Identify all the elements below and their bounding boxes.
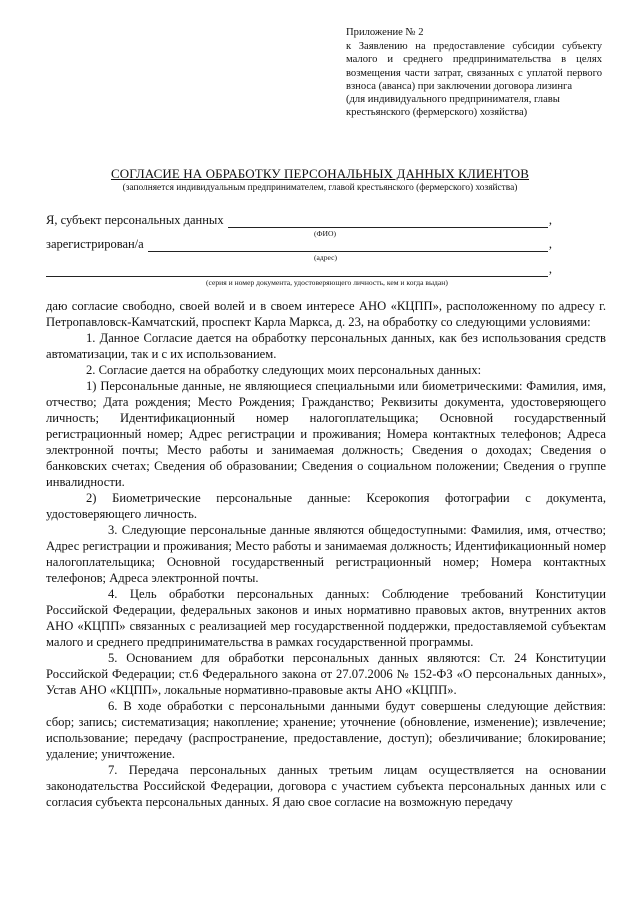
document-comma: , — [548, 262, 552, 276]
subject-name-field[interactable] — [228, 214, 548, 228]
paragraph-3: 3. Следующие персональные данные являются общедоступными: Фамилия, имя, отчество; Адрес регистрации и проживания; Место работы и занимаемая должность; Идентификационный номер налогоплательщика; Основной государственный регистрационный номер; Номера контактных телефонов; Адреса электронной почты. — [46, 523, 606, 585]
appendix-header — [346, 26, 602, 119]
registered-label: зарегистрирован/а — [46, 237, 144, 251]
subject-comma: , — [548, 213, 552, 227]
document-subtitle: (заполняется индивидуальным предпринимателем, главой крестьянского (фермерского) хозяйства) — [122, 183, 518, 193]
subject-name-row — [46, 212, 552, 228]
registered-comma: , — [548, 237, 552, 251]
paragraph-1: 1. Данное Согласие дается на обработку персональных данных, как без использования средств автоматизации, так и с их использованием. — [46, 331, 606, 361]
identity-document-field[interactable] — [46, 263, 548, 277]
registered-hint: (адрес) — [314, 253, 338, 262]
appendix-text: к Заявлению на предоставление субсидии субъекту малого и среднего предпринимательства в целях возмещения части затрат, связанных с уплатой первого взноса (аванса) при заключении договора лизинга — [346, 41, 602, 92]
paragraph-2: 2. Согласие дается на обработку следующих моих персональных данных: — [86, 363, 482, 377]
consent-body — [46, 298, 606, 810]
paragraph-6: 6. В ходе обработки с персональными данными будут совершены следующие действия: сбор; запись; систематизация; накопление; хранение; уточнение (обновление, изменение); извлечение; использование; передачу (распространение, предоставление, доступ); обезличивание; блокирование; удаление; уничтожение. — [46, 699, 606, 761]
registered-address-field[interactable] — [148, 238, 548, 252]
paragraph-2-1: 1) Персональные данные, не являющиеся специальными или биометрическими: Фамилия, имя, отчество; Дата рождения; Место Рождения; Гражданство; Реквизиты документа, удостоверяющего личность; Идентификационный номер налогоплательщика; Основной государственный регистрационный номер; Адрес регистрации и проживания; Номера контактных телефонов; Адреса электронной почты; Место работы и занимаемая должность; Сведения о доходах; Сведения о банковских счетах; Сведения об образовании; Сведения о социальном положении; Сведения о группе инвалидности. — [46, 379, 606, 489]
document-title: СОГЛАСИЕ НА ОБРАБОТКУ ПЕРСОНАЛЬНЫХ ДАННЫХ КЛИЕНТОВ — [110, 166, 530, 181]
paragraph-4: 4. Цель обработки персональных данных: Соблюдение требований Конституции Российской Федерации, федеральных законов и иных нормативно правовых актов, внутренних актов АНО «КЦПП» связанных с реализацией мер государственной поддержки, предоставляемой субъектам малого и среднего предпринимательства в рамках государственной программы. — [46, 587, 606, 649]
document-hint: (серия и номер документа, удостоверяющего личность, кем и когда выдан) — [206, 278, 448, 287]
paragraph-intro: даю согласие свободно, своей волей и в своем интересе АНО «КЦПП», расположенному по адресу г. Петропавловск-Камчатский, проспект Карла Маркса, д. 23, на обработку со следующими условиями: — [46, 299, 606, 329]
appendix-title: Приложение № 2 — [346, 27, 424, 38]
paragraph-5: 5. Основанием для обработки персональных данных являются: Ст. 24 Конституции Российской Федерации; ст.6 Федерального закона от 27.07.2006 № 152-ФЗ «О персональных данных», Устав АНО «КЦПП», локальные нормативно-правовые акты АНО «КЦПП». — [46, 651, 606, 697]
registered-row — [46, 236, 552, 252]
paragraph-7: 7. Передача персональных данных третьим лицам осуществляется на основании законодательства Российской Федерации, договора с участием субъекта персональных данных или с согласия субъекта персональных данных. Я даю свое согласие на возможную передачу — [46, 763, 606, 809]
document-row — [46, 261, 552, 277]
paragraph-2-2: 2) Биометрические персональные данные: Ксерокопия фотографии с документа, удостоверяющего личность. — [46, 491, 606, 521]
subject-label: Я, субъект персональных данных — [46, 213, 224, 227]
appendix-note: (для индивидуального предпринимателя, главы крестьянского (фермерского) хозяйства) — [346, 94, 560, 119]
subject-hint: (ФИО) — [314, 229, 337, 238]
